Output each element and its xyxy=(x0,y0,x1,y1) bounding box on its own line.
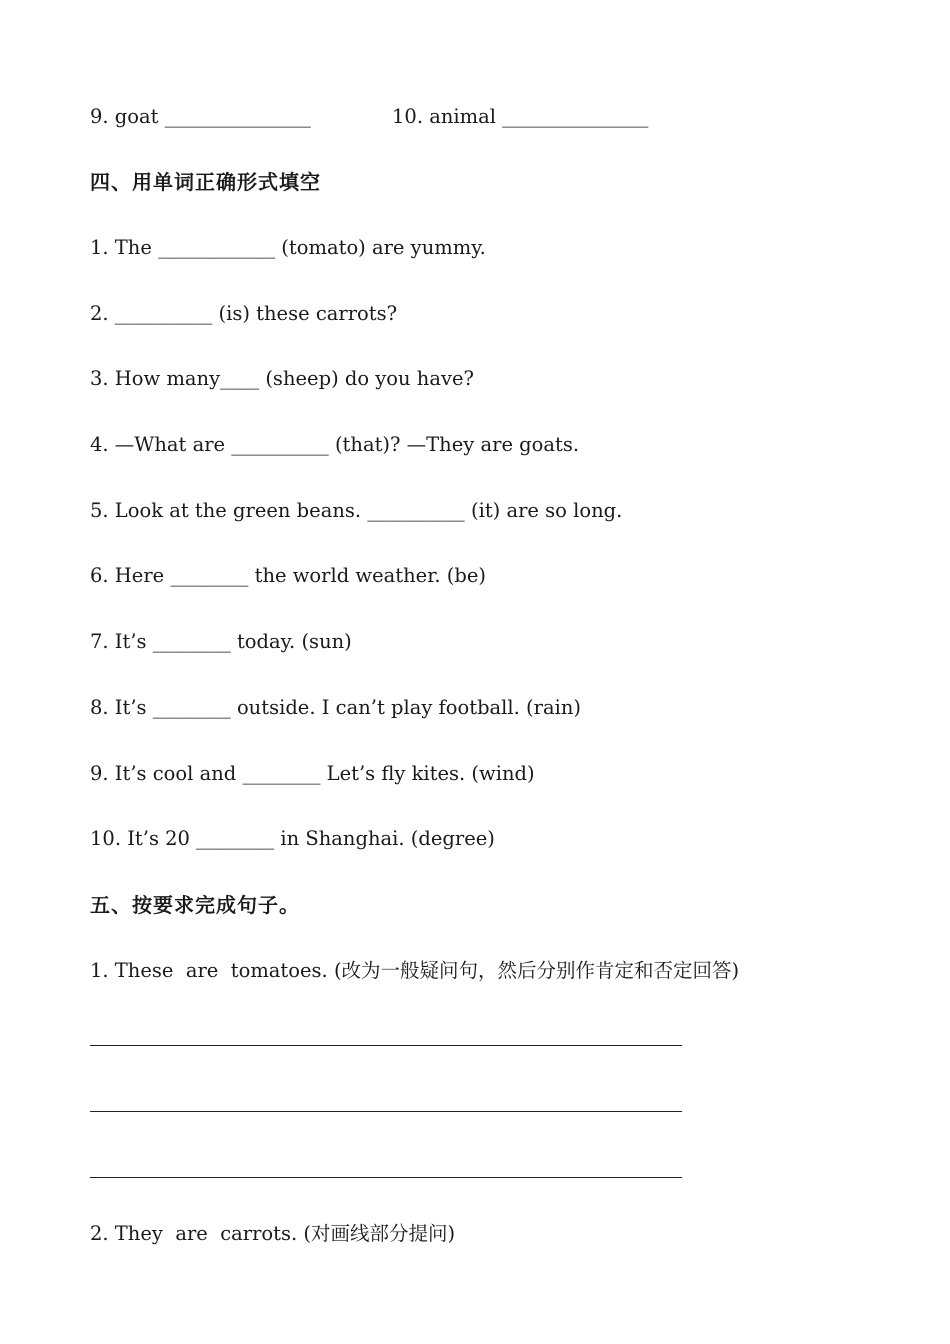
answer-line-2[interactable] xyxy=(90,1111,682,1112)
answer-line-1[interactable] xyxy=(90,1045,682,1046)
fill-item-10: 10. It’s 20 ________ in Shanghai. (degree) xyxy=(90,827,495,850)
sentence-task-1: 1. These are tomatoes. (改为一般疑问句，然后分别作肯定和否定回答) xyxy=(90,959,740,982)
fill-item-9: 9. It’s cool and ________ Let’s fly kites. (wind) xyxy=(90,762,535,785)
vocab-item-9: 9. goat _______________ xyxy=(90,105,311,128)
answer-line-3[interactable] xyxy=(90,1177,682,1178)
section-4-heading: 四、用单词正确形式填空 xyxy=(90,170,321,194)
fill-item-5: 5. Look at the green beans. __________ (it) are so long. xyxy=(90,499,623,522)
fill-item-2: 2. __________ (is) these carrots? xyxy=(90,302,398,325)
fill-item-8: 8. It’s ________ outside. I can’t play football. (rain) xyxy=(90,696,582,719)
fill-item-4: 4. —What are __________ (that)? —They are goats. xyxy=(90,433,580,456)
sentence-task-2: 2. They are carrots. (对画线部分提问) xyxy=(90,1222,456,1245)
fill-item-6: 6. Here ________ the world weather. (be) xyxy=(90,564,487,587)
vocab-item-10: 10. animal _______________ xyxy=(392,105,649,128)
fill-item-7: 7. It’s ________ today. (sun) xyxy=(90,630,352,653)
section-5-heading: 五、按要求完成句子。 xyxy=(90,893,300,917)
fill-item-3: 3. How many____ (sheep) do you have? xyxy=(90,367,475,390)
fill-item-1: 1. The ____________ (tomato) are yummy. xyxy=(90,236,486,259)
